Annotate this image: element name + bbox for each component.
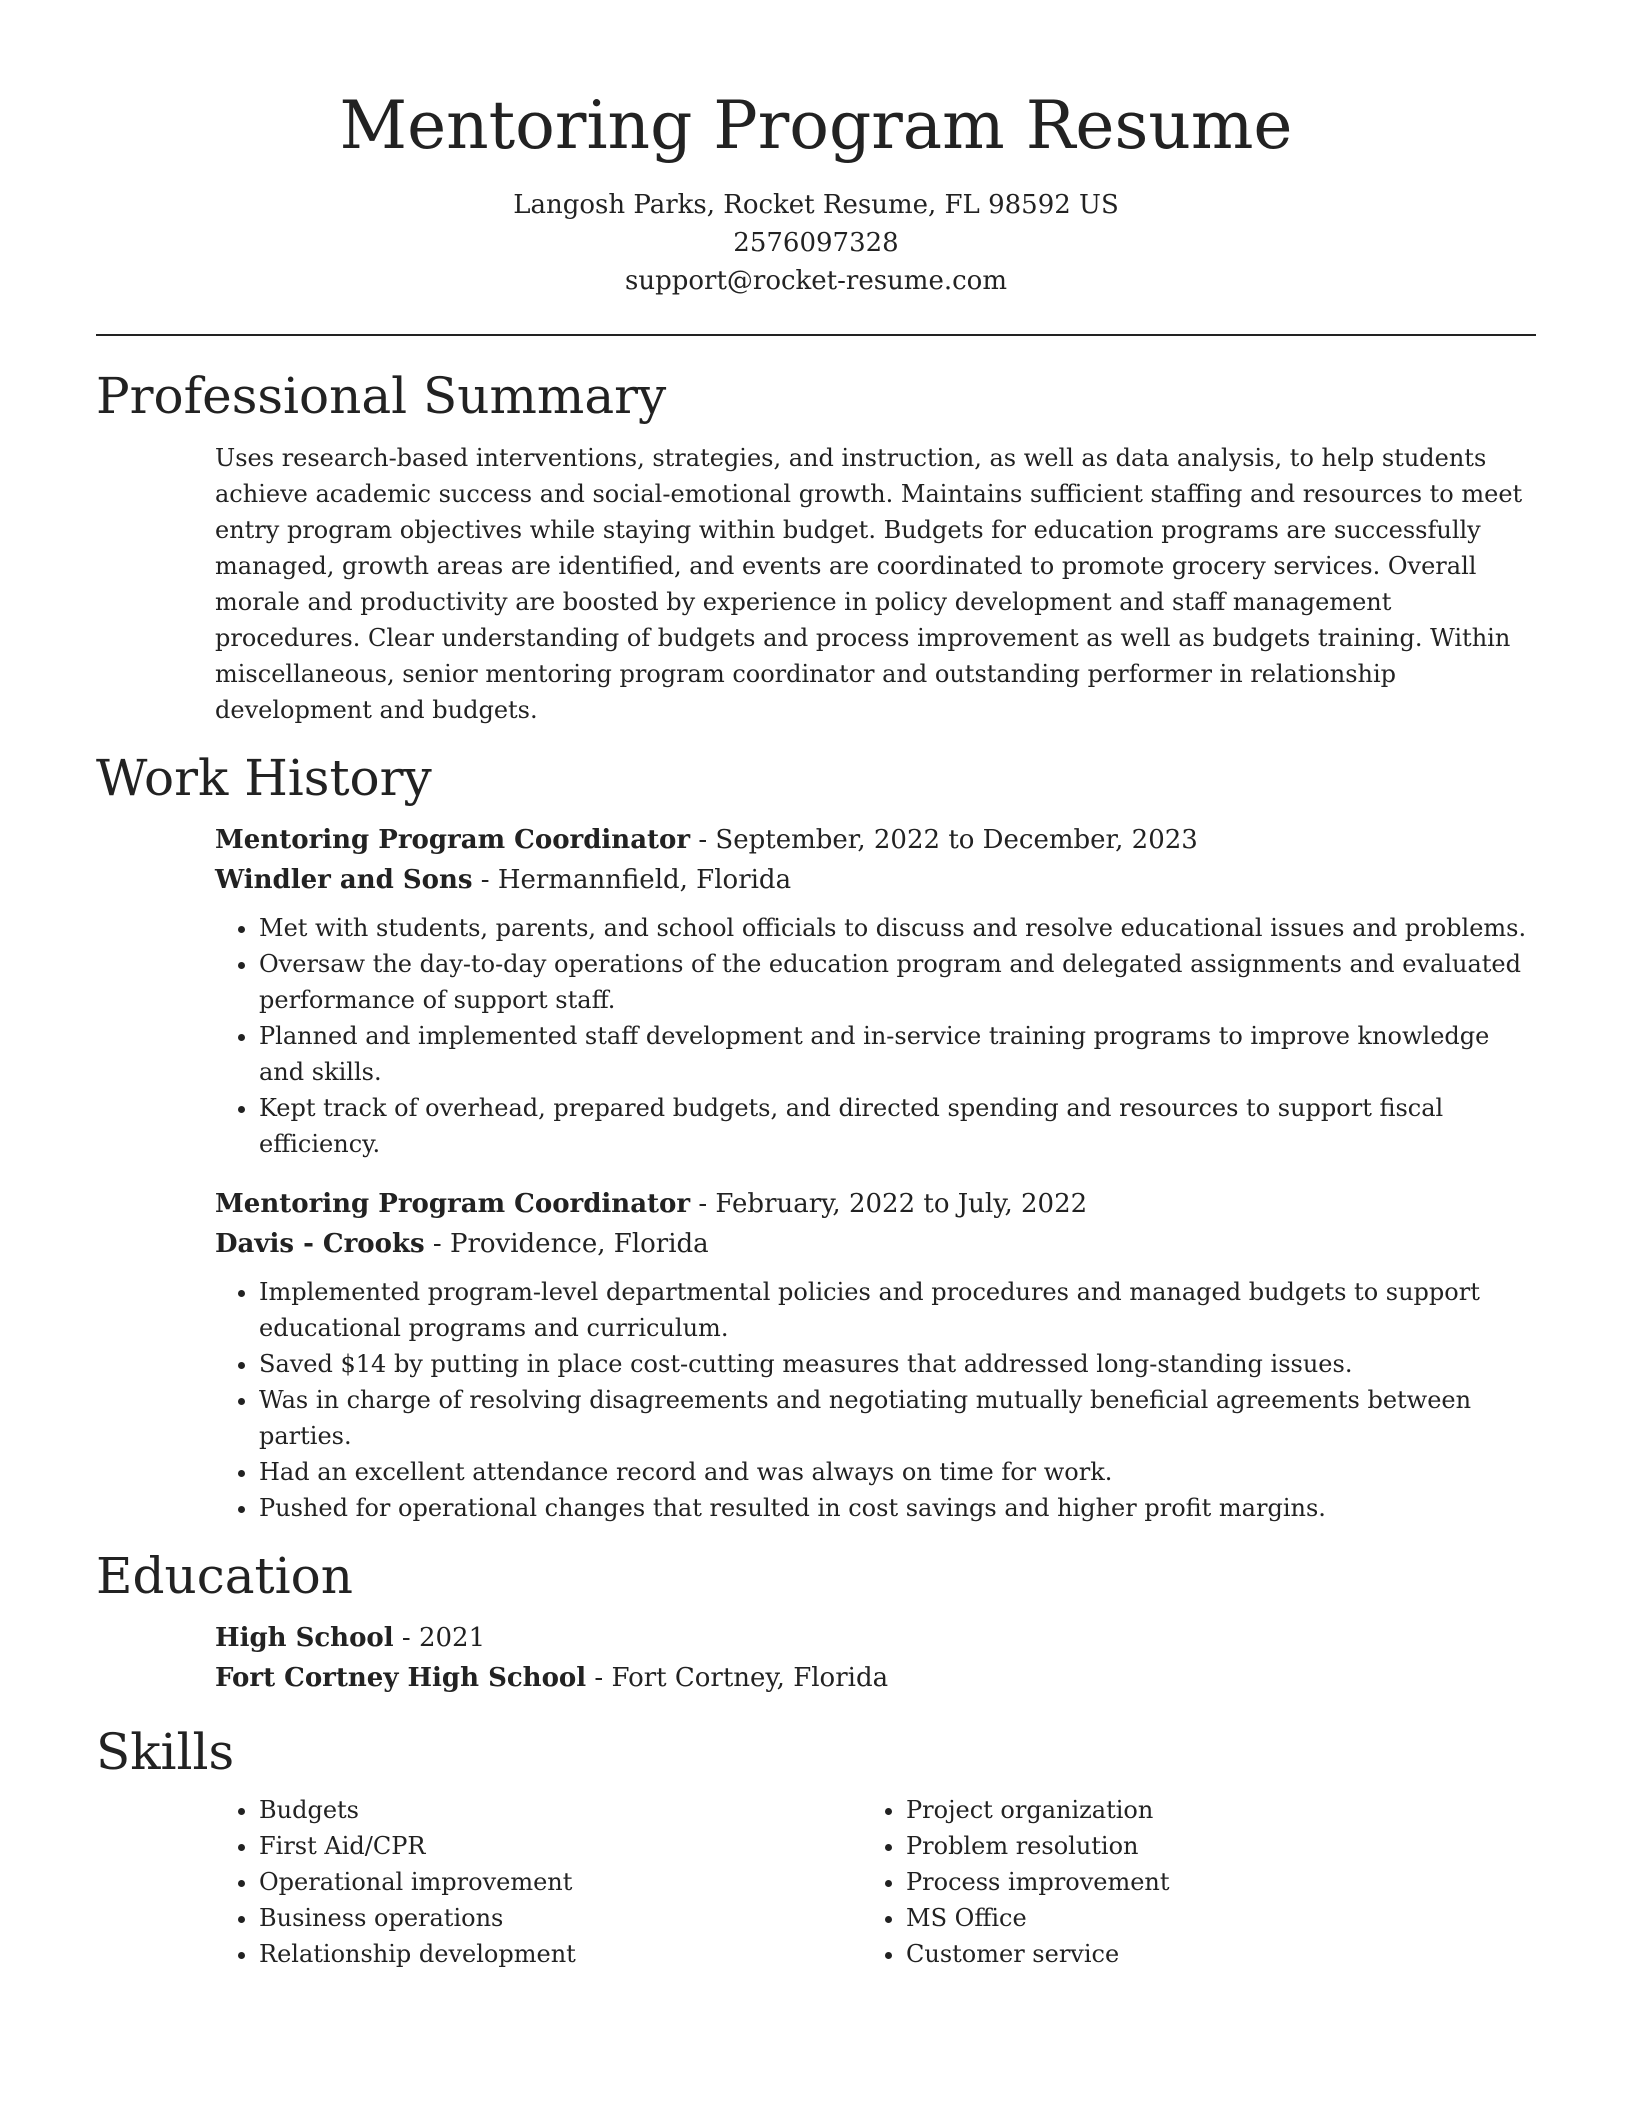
resume-header	[96, 0, 1536, 300]
skills-section	[96, 1722, 1536, 1972]
contact-phone: 2576097328	[733, 228, 899, 258]
skill-item: • Operational improvement	[259, 1864, 862, 1900]
contact-address: Langosh Parks, Rocket Resume, FL 98592 US	[513, 190, 1119, 220]
job-bullet: • Was in charge of resolving disagreements and negotiating mutually beneficial agreements between parties.	[259, 1382, 1536, 1454]
job-company: Davis - Crooks	[215, 1229, 425, 1259]
education-section	[96, 1546, 1536, 1698]
job-bullets	[215, 1274, 1536, 1526]
work-history-section	[96, 748, 1536, 1526]
skills-column-left	[215, 1792, 862, 1972]
education-location: - Fort Cortney, Florida	[586, 1663, 889, 1693]
skill-item: • Problem resolution	[906, 1828, 1509, 1864]
job-entry	[215, 820, 1536, 1162]
education-degree: High School	[215, 1623, 394, 1653]
education-heading: Education	[96, 1547, 353, 1605]
job-entry	[215, 1184, 1536, 1526]
job-bullet: • Planned and implemented staff development and in-service training programs to improve knowledge and skills.	[259, 1018, 1536, 1090]
skill-item: • Customer service	[906, 1936, 1509, 1972]
work-history-heading: Work History	[96, 749, 432, 807]
skills-heading: Skills	[96, 1723, 235, 1781]
job-company: Windler and Sons	[215, 865, 473, 895]
education-degree-line	[215, 1618, 1536, 1658]
resume-title: Mentoring Program Resume	[339, 87, 1293, 164]
job-bullet: • Pushed for operational changes that resulted in cost savings and higher profit margins.	[259, 1490, 1536, 1526]
job-title-line	[215, 1184, 1536, 1224]
summary-section	[96, 366, 1536, 728]
job-bullet: • Had an excellent attendance record and was always on time for work.	[259, 1454, 1536, 1490]
job-bullet: • Implemented program-level departmental policies and procedures and managed budgets to support educational programs and curriculum.	[259, 1274, 1536, 1346]
skills-list	[215, 1792, 1536, 1972]
skill-item: • Process improvement	[906, 1864, 1509, 1900]
skill-item: • Business operations	[259, 1900, 862, 1936]
job-bullet: • Met with students, parents, and school officials to discuss and resolve educational issues and problems.	[259, 910, 1536, 946]
skill-item: • Project organization	[906, 1792, 1509, 1828]
contact-email: support@rocket-resume.com	[624, 266, 1007, 296]
job-bullets	[215, 910, 1536, 1162]
job-bullet: • Kept track of overhead, prepared budgets, and directed spending and resources to support fiscal efficiency.	[259, 1090, 1536, 1162]
header-divider	[96, 334, 1536, 336]
skills-column-right	[862, 1792, 1509, 1972]
job-dates: - February, 2022 to July, 2022	[690, 1189, 1088, 1219]
skill-item: • Budgets	[259, 1792, 862, 1828]
summary-text: Uses research-based interventions, strategies, and instruction, as well as data analysis, to help students achieve academic success and social-emotional growth. Maintains sufficient staffing and resources to meet entry program objectives while staying within budget. Budgets for education programs are successfully managed, growth areas are identified, and events are coordinated to promote grocery services. Overall morale and productivity are boosted by experience in policy development and staff management procedures. Clear understanding of budgets and process improvement as well as budgets training. Within miscellaneous, senior mentoring program coordinator and outstanding performer in relationship development and budgets.	[215, 444, 1523, 724]
job-location: - Hermannfield, Florida	[472, 865, 792, 895]
education-school: Fort Cortney High School	[215, 1663, 587, 1693]
summary-heading: Professional Summary	[96, 367, 667, 425]
job-location: - Providence, Florida	[424, 1229, 709, 1259]
job-role: Mentoring Program Coordinator	[215, 825, 691, 855]
job-role: Mentoring Program Coordinator	[215, 1189, 691, 1219]
job-company-line	[215, 1224, 1536, 1264]
skill-item: • MS Office	[906, 1900, 1509, 1936]
job-title-line	[215, 820, 1536, 860]
job-company-line	[215, 860, 1536, 900]
skill-item: • Relationship development	[259, 1936, 862, 1972]
education-year: - 2021	[393, 1623, 486, 1653]
job-bullet: • Oversaw the day-to-day operations of the education program and delegated assignments and evaluated performance of support staff.	[259, 946, 1536, 1018]
job-dates: - September, 2022 to December, 2023	[690, 825, 1198, 855]
skill-item: • First Aid/CPR	[259, 1828, 862, 1864]
job-bullet: • Saved $14 by putting in place cost-cutting measures that addressed long-standing issues.	[259, 1346, 1536, 1382]
education-school-line	[215, 1658, 1536, 1698]
